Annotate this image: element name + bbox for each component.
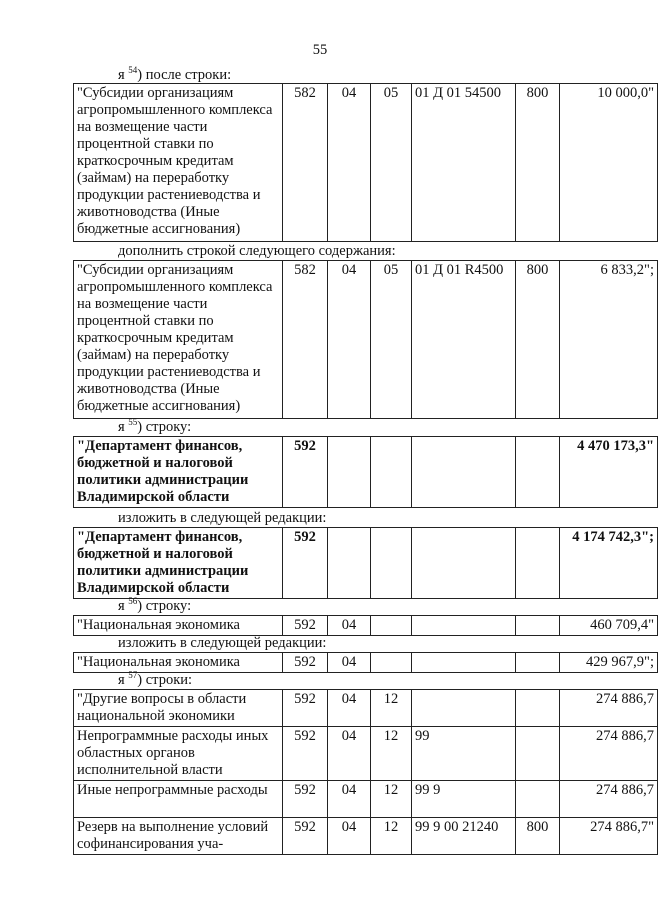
row-vr: 800: [516, 818, 560, 855]
row-ved: 592: [283, 781, 328, 818]
row-ved: 592: [283, 690, 328, 727]
row-ved: 592: [283, 653, 328, 673]
row-csr: [412, 653, 516, 673]
amendment-instruction: дополнить строкой следующего содержания:: [118, 243, 396, 259]
row-vr: 800: [516, 261, 560, 419]
row-name: Резерв на выполнение условий софинансирования уча-: [74, 818, 283, 855]
row-csr: [412, 437, 516, 508]
budget-table: [73, 615, 658, 636]
item-number: 55: [128, 417, 138, 427]
row-ved: 592: [283, 818, 328, 855]
amendment-instruction: изложить в следующей редакции:: [118, 510, 327, 526]
budget-table: [73, 527, 658, 599]
row-name: "Национальная экономика: [74, 653, 283, 673]
row-rz: 04: [328, 690, 371, 727]
budget-table: [73, 652, 658, 673]
intro-text: ) строку:: [137, 598, 192, 614]
row-sum: 274 886,7": [560, 818, 658, 855]
intro-prefix: я: [118, 598, 129, 614]
row-ved: 592: [283, 727, 328, 781]
row-pr: [371, 437, 412, 508]
page-number: 55: [312, 42, 328, 58]
intro-prefix: я: [118, 672, 129, 688]
budget-table: [73, 436, 658, 508]
row-name: "Департамент финансов, бюджетной и налоговой политики администрации Владимирской области: [74, 528, 283, 599]
intro-prefix: я: [118, 67, 129, 83]
row-name: "Национальная экономика: [74, 616, 283, 636]
row-csr: 01 Д 01 R4500: [412, 261, 516, 419]
row-name: Непрограммные расходы иных областных органов исполнительной власти: [74, 727, 283, 781]
row-vr: [516, 727, 560, 781]
row-sum: 429 967,9";: [560, 653, 658, 673]
row-csr: [412, 616, 516, 636]
budget-table: [73, 689, 658, 855]
row-sum: 274 886,7: [560, 781, 658, 818]
amendment-intro-56: [118, 598, 191, 615]
intro-text: ) строку:: [137, 419, 192, 435]
row-csr: 99: [412, 727, 516, 781]
table-row: [74, 653, 658, 673]
row-rz: 04: [328, 84, 371, 242]
row-name: "Департамент финансов, бюджетной и налоговой политики администрации Владимирской области: [74, 437, 283, 508]
row-pr: [371, 528, 412, 599]
budget-table: [73, 83, 658, 242]
row-name: "Другие вопросы в области национальной экономики: [74, 690, 283, 727]
row-rz: 04: [328, 781, 371, 818]
row-pr: 12: [371, 818, 412, 855]
table-row: [74, 437, 658, 508]
row-vr: [516, 528, 560, 599]
item-number: 56: [128, 596, 138, 606]
row-rz: [328, 437, 371, 508]
intro-text: ) после строки:: [137, 67, 232, 83]
row-csr: 99 9: [412, 781, 516, 818]
table-row: [74, 727, 658, 781]
row-sum: 4 174 742,3";: [560, 528, 658, 599]
row-csr: 99 9 00 21240: [412, 818, 516, 855]
row-rz: 04: [328, 818, 371, 855]
row-vr: [516, 690, 560, 727]
table-row: [74, 261, 658, 419]
row-csr: [412, 690, 516, 727]
item-number: 57: [128, 670, 138, 680]
row-pr: 12: [371, 727, 412, 781]
table-row: [74, 818, 658, 855]
row-sum: 274 886,7: [560, 727, 658, 781]
row-pr: 12: [371, 781, 412, 818]
row-ved: 592: [283, 616, 328, 636]
row-name: "Субсидии организациям агропромышленного комплекса на возмещение части процентной ставки по краткосрочным кредитам (займам) на переработку продукции растениеводства и животноводства (Иные бюджетные ассигнования): [74, 84, 283, 242]
budget-table: [73, 260, 658, 419]
row-pr: 12: [371, 690, 412, 727]
table-row: [74, 84, 658, 242]
row-vr: [516, 616, 560, 636]
row-vr: [516, 781, 560, 818]
row-ved: 582: [283, 84, 328, 242]
row-vr: [516, 653, 560, 673]
row-name: "Субсидии организациям агропромышленного комплекса на возмещение части процентной ставки по краткосрочным кредитам (займам) на переработку продукции растениеводства и животноводства (Иные бюджетные ассигнования): [74, 261, 283, 419]
row-rz: [328, 528, 371, 599]
row-pr: [371, 616, 412, 636]
row-sum: 10 000,0": [560, 84, 658, 242]
row-pr: [371, 653, 412, 673]
row-pr: 05: [371, 261, 412, 419]
row-name: Иные непрограммные расходы: [74, 781, 283, 818]
row-rz: 04: [328, 653, 371, 673]
row-rz: 04: [328, 727, 371, 781]
table-row: [74, 616, 658, 636]
row-sum: 274 886,7: [560, 690, 658, 727]
row-ved: 582: [283, 261, 328, 419]
amendment-intro-55: [118, 419, 191, 436]
intro-prefix: я: [118, 419, 129, 435]
amendment-intro-54: [118, 67, 231, 84]
table-row: [74, 781, 658, 818]
row-csr: [412, 528, 516, 599]
row-vr: [516, 437, 560, 508]
amendment-intro-57: [118, 672, 192, 689]
row-sum: 4 470 173,3": [560, 437, 658, 508]
row-rz: 04: [328, 261, 371, 419]
intro-text: ) строки:: [137, 672, 193, 688]
row-sum: 460 709,4": [560, 616, 658, 636]
row-csr: 01 Д 01 54500: [412, 84, 516, 242]
row-sum: 6 833,2";: [560, 261, 658, 419]
table-row: [74, 690, 658, 727]
row-pr: 05: [371, 84, 412, 242]
row-ved: 592: [283, 528, 328, 599]
table-row: [74, 528, 658, 599]
row-ved: 592: [283, 437, 328, 508]
amendment-instruction: изложить в следующей редакции:: [118, 635, 327, 651]
row-rz: 04: [328, 616, 371, 636]
item-number: 54: [128, 65, 138, 75]
row-vr: 800: [516, 84, 560, 242]
